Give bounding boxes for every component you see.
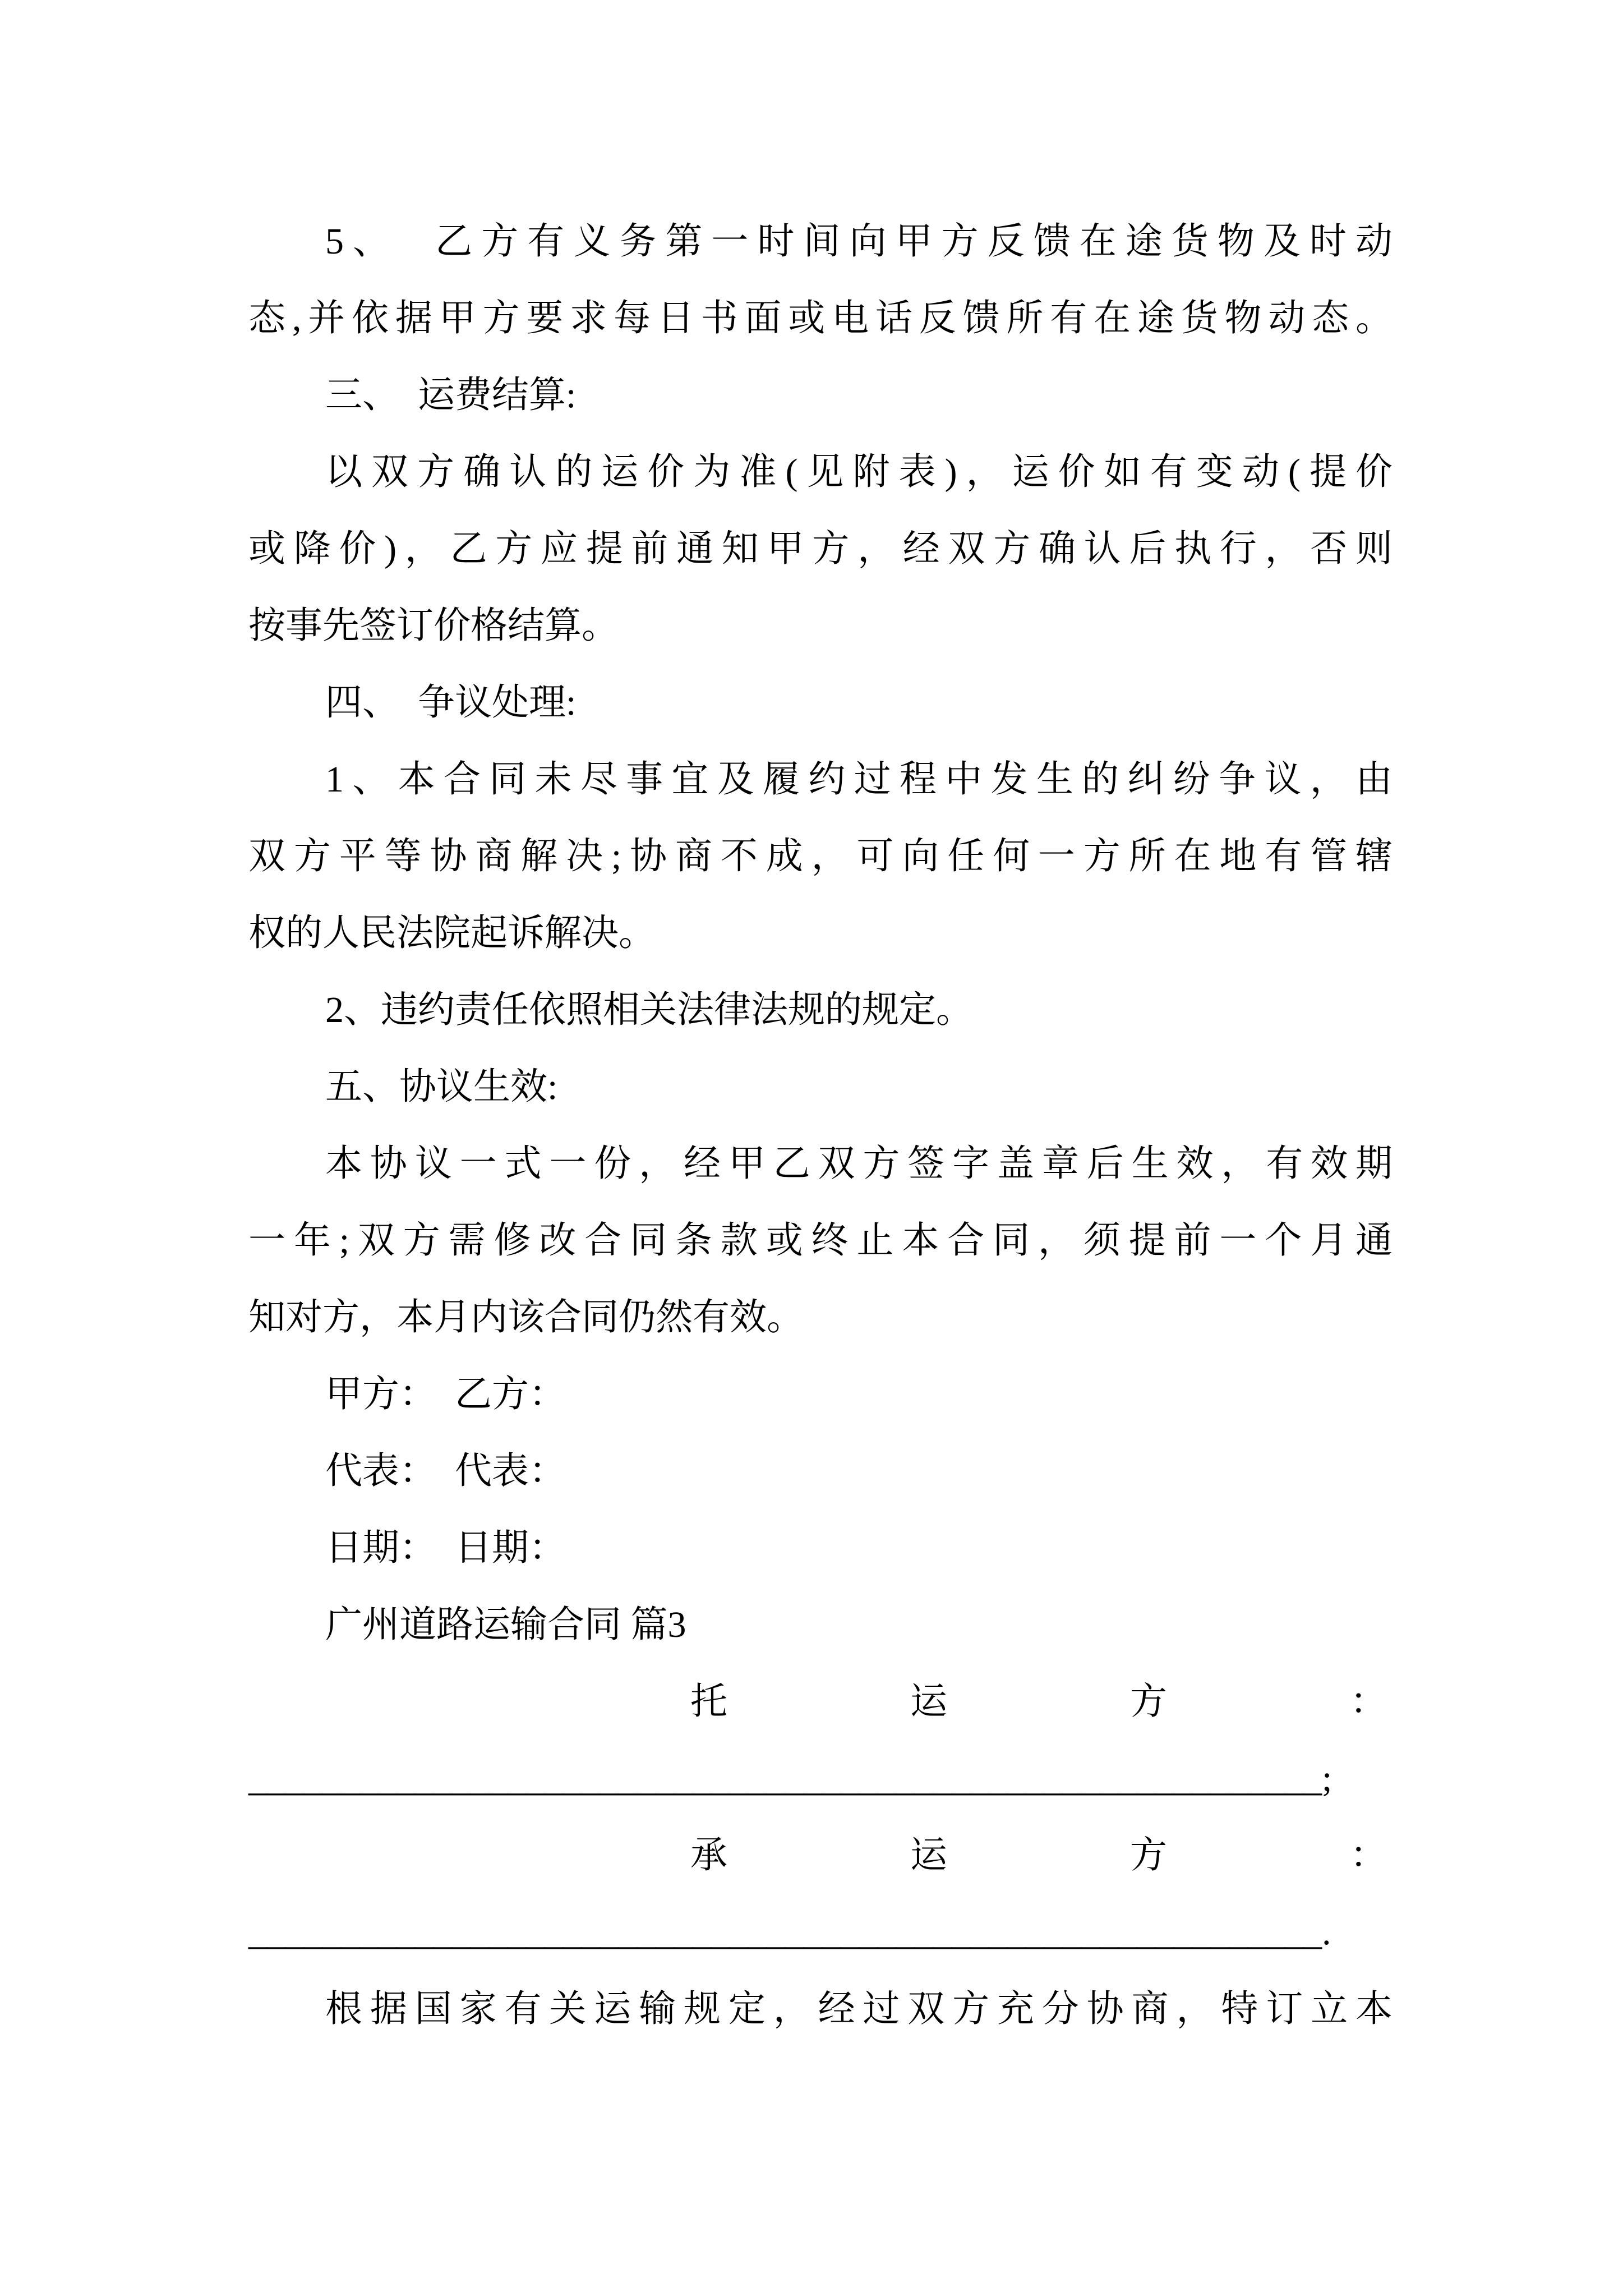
section-3-heading: 三、 运费结算: — [325, 375, 577, 416]
carrier-label: 承运方： — [690, 1835, 1570, 1876]
shipper-label: 托运方： — [690, 1681, 1570, 1722]
signature-party-row: 甲方： 乙方： — [325, 1374, 566, 1415]
signature-representative-row: 代表： 代表： — [325, 1451, 566, 1492]
clause-5-line-1: 5、 乙方有义务第一时间向甲方反馈在途货物及时动 — [325, 221, 1393, 262]
freight-clause-line-3: 按事先签订价格结算。 — [248, 605, 619, 646]
section-5-heading: 五、协议生效: — [325, 1066, 558, 1107]
dispute-clause-1-line-1: 1、本合同未尽事宜及履约过程中发生的纠纷争议，由 — [325, 759, 1393, 800]
dispute-clause-1-line-2: 双方平等协商解决;协商不成，可向任何一方所在地有管辖 — [248, 836, 1393, 877]
signature-date-row: 日期： 日期： — [325, 1527, 566, 1568]
contract-document-page — [248, 203, 1570, 2047]
validity-clause-line-2: 一年;双方需修改合同条款或终止本合同，须提前一个月通 — [248, 1220, 1393, 1261]
freight-clause-line-1: 以双方确认的运价为准(见附表)，运价如有变动(提价 — [325, 452, 1393, 493]
shipper-blank-underline: __________________________________________________________; — [248, 1758, 1332, 1799]
clause-5-line-2: 态,并依据甲方要求每日书面或电话反馈所有在途货物动态。 — [248, 298, 1393, 339]
dispute-clause-1-line-3: 权的人民法院起诉解决。 — [248, 913, 656, 954]
validity-clause-line-1: 本协议一式一份，经甲乙双方签字盖章后生效，有效期 — [325, 1143, 1393, 1184]
article-3-title: 广州道路运输合同 篇3 — [325, 1604, 686, 1645]
intro-clause-line: 根据国家有关运输规定，经过双方充分协商，特订立本 — [325, 1989, 1393, 2030]
section-4-heading: 四、 争议处理: — [325, 682, 577, 723]
dispute-clause-2: 2、违约责任依照相关法律法规的规定。 — [325, 990, 973, 1030]
carrier-blank-underline: __________________________________________________________. — [248, 1912, 1331, 1953]
freight-clause-line-2: 或降价)，乙方应提前通知甲方，经双方确认后执行，否则 — [248, 528, 1393, 569]
validity-clause-line-3: 知对方，本月内该合同仍然有效。 — [248, 1297, 804, 1338]
